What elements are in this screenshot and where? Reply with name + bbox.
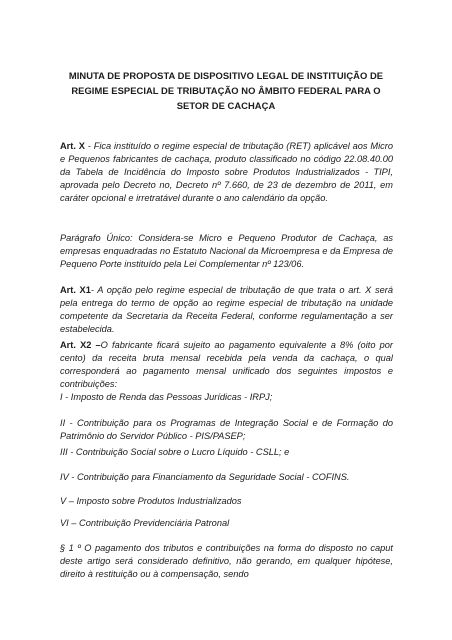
article-x bbox=[60, 140, 393, 205]
title-line-2: REGIME ESPECIAL DE TRIBUTAÇÃO NO ÂMBITO FEDERAL PARA O bbox=[71, 85, 381, 96]
paragrafo-unico: Parágrafo Único: Considera-se Micro e Pequeno Produtor de Cachaça, as empresas enquadradas no Estatuto Nacional da Microempresa e da Empresa de Pequeno Porte instituído pela Lei Complementar nº 123/06. bbox=[60, 233, 393, 269]
item-iii: III - Contribuição Social sobre o Lucro Líquido - CSLL; e bbox=[60, 447, 290, 457]
document-title bbox=[60, 68, 392, 113]
paragraph-1: § 1 º O pagamento dos tributos e contribuições na forma do disposto no caput deste artigo será considerado definitivo, não gerando, em qualquer hipótese, direito à restituição ou à compensação, sendo bbox=[60, 543, 393, 579]
article-x1-text: - A opção pelo regime especial de tributação de que trata o art. X será pela entrega do termo de opção ao regime especial de tributação na unidade competente da Secretaria da Receita Federal, conforme regulamentação a ser estabelecida. bbox=[60, 285, 393, 334]
item-iv: IV - Contribuição para Financiamento da Seguridade Social - COFINS. bbox=[60, 472, 350, 482]
article-x1 bbox=[60, 284, 393, 336]
item-v: V – Imposto sobre Produtos Industrializados bbox=[60, 496, 242, 506]
item-vi: VI – Contribuição Previdenciária Patronal bbox=[60, 518, 230, 528]
article-x2-text: O fabricante ficará sujeito ao pagamento equivalente a 8% (oito por cento) da receita bruta mensal recebida pela venda da cachaça, o qual corresponderá ao pagamento mensal unificado dos seguintes impostos e contribuições: bbox=[60, 340, 393, 389]
article-x2-dash: – bbox=[91, 340, 101, 350]
item-i: I - Imposto de Renda das Pessoas Jurídicas - IRPJ; bbox=[60, 392, 273, 402]
article-x-text: - Fica instituído o regime especial de tributação (RET) aplicável aos Micro e Pequenos fabricantes de cachaça, produto classificado no código 22.08.40.00 da Tabela de Incidência do Imposto sobre Produtos Industrializados - TIPI, aprovada pelo Decreto no, Decreto nº 7.660, de 23 de dezembro de 2011, em caráter opcional e irretratável durante o ano calendário da opção. bbox=[60, 141, 393, 203]
article-x-label: Art. X bbox=[60, 141, 85, 151]
title-line-1: MINUTA DE PROPOSTA DE DISPOSITIVO LEGAL DE INSTITUIÇÃO DE bbox=[68, 70, 384, 81]
title-line-3: SETOR DE CACHAÇA bbox=[176, 100, 276, 111]
article-x2 bbox=[60, 339, 393, 391]
article-x2-label: Art. X2 bbox=[60, 340, 92, 350]
article-x1-label: Art. X1 bbox=[60, 285, 91, 295]
item-ii: II - Contribuição para os Programas de Integração Social e de Formação do Patrimônio do Servidor Público - PIS/PASEP; bbox=[60, 418, 393, 441]
